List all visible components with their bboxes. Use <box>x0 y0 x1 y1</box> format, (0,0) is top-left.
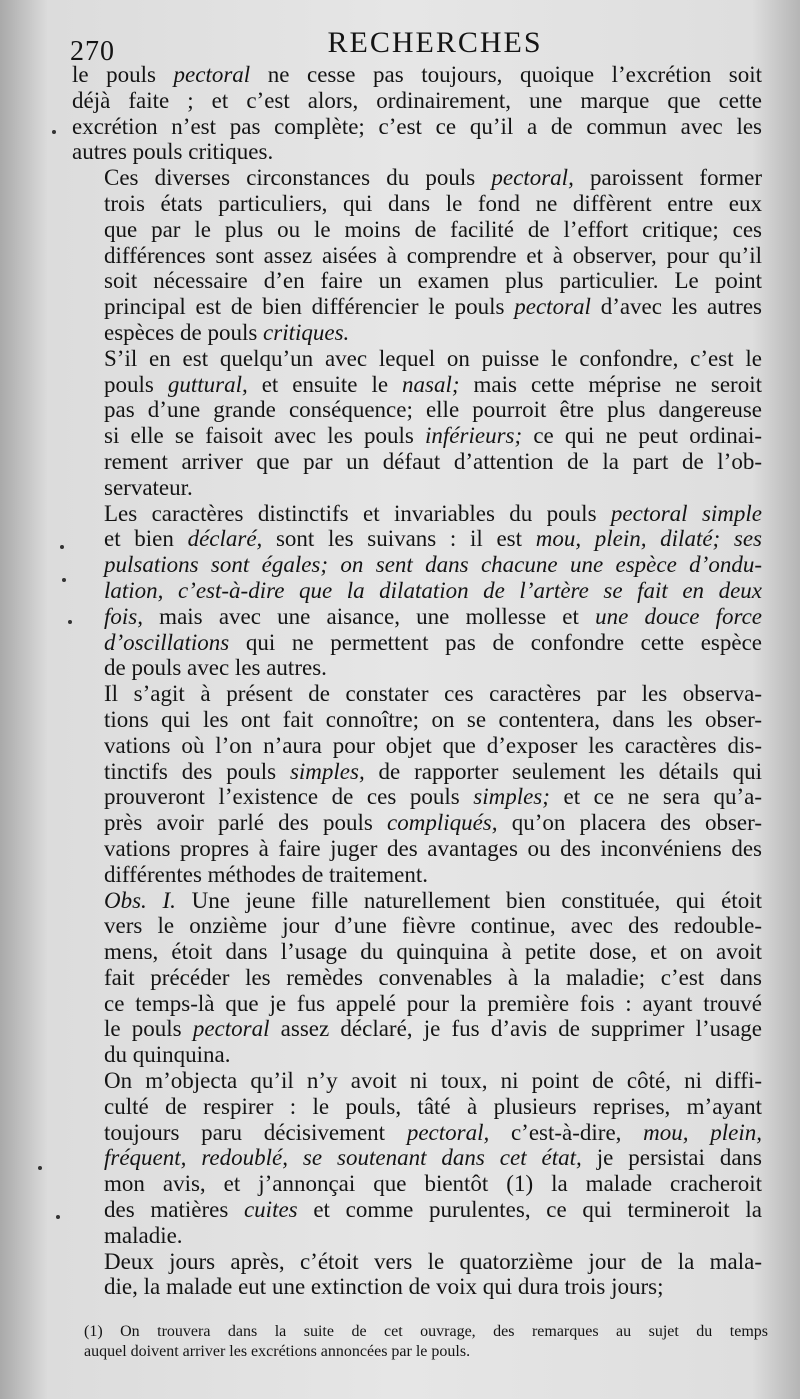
text-line: toujours paru décisivement pectoral, c’est-à-dire, mou, plein, <box>104 1119 763 1145</box>
footnote <box>84 1322 768 1362</box>
text-line: On m’objecta qu’il n’y avoit ni toux, ni point de côté, ni diffi- <box>104 1068 762 1094</box>
paragraph <box>72 346 762 501</box>
text-line: fait précéder les remèdes convenables à la maladie; c’est dans <box>104 964 762 990</box>
text-line: lation, c’est-à-dire que la dilatation de l’artère se fait en deux <box>104 577 762 603</box>
paragraph <box>72 888 762 1069</box>
print-speck <box>38 1166 42 1170</box>
print-speck <box>52 130 56 134</box>
text-line: si elle se faisoit avec les pouls inférieurs; ce qui ne peut ordinai- <box>104 423 763 449</box>
text-line: déjà faite ; et c’est alors, ordinairement, une marque que cette <box>72 87 762 113</box>
text-line: que par le plus ou le moins de facilité de l’effort critique; ces <box>104 216 762 242</box>
text-line: culté de respirer : le pouls, tâté à plusieurs reprises, m’ayant <box>104 1093 762 1119</box>
text-line: vers le onzième jour d’une fièvre continue, avec des redouble- <box>104 913 762 939</box>
text-line: trois états particuliers, qui dans le fond ne diffèrent entre eux <box>104 190 762 216</box>
text-line: excrétion n’est pas complète; c’est ce qu’il a de commun avec les <box>72 113 762 139</box>
print-speck <box>56 1215 60 1219</box>
text-line: servateur. <box>104 474 193 500</box>
text-line: mon avis, et j’annonçai que bientôt (1) la malade cracheroit <box>104 1171 762 1197</box>
text-line: d’oscillations qui ne permettent pas de confondre cette espèce <box>104 629 762 655</box>
text-line: tinctifs des pouls simples, de rapporter seulement les détails qui <box>104 758 762 784</box>
text-line: de pouls avec les autres. <box>104 655 327 681</box>
margin-bleed-through: ​ <box>1 922 4 939</box>
text-line: différentes méthodes de traitement. <box>104 861 429 887</box>
footnote-line: (1) On trouvera dans la suite de cet ouvrage, des remarques au sujet du temps <box>84 1323 768 1340</box>
text-line: fréquent, redoublé, se soutenant dans cet état, je persistai dans <box>104 1145 762 1171</box>
text-line: rement arriver que par un défaut d’attention de la part de l’ob- <box>104 448 762 474</box>
text-line: vations propres à faire juger des avantages ou des inconvéniens des <box>104 835 762 861</box>
print-speck <box>68 620 72 624</box>
text-line: près avoir parlé des pouls compliqués, qu’on placera des obser- <box>104 810 762 836</box>
text-line: des matières cuites et comme purulentes, ce qui termineroit la <box>104 1197 762 1223</box>
text-line: pulsations sont égales; on sent dans chacune une espèce d’ondu- <box>104 552 762 578</box>
text-line: autres pouls critiques. <box>72 139 274 165</box>
text-line: Obs. I. Une jeune fille naturellement bien constituée, qui étoit <box>104 887 762 913</box>
print-speck <box>62 578 66 582</box>
page-header <box>70 18 770 67</box>
paragraph <box>72 1249 762 1301</box>
page-number: 270 <box>70 36 115 67</box>
text-line: S’il en est quelqu’un avec lequel on puisse le confondre, c’est le <box>104 345 762 371</box>
paragraph <box>72 62 762 165</box>
text-line: le pouls pectoral assez déclaré, je fus d’avis de supprimer l’usage <box>104 1016 762 1042</box>
text-line: soit nécessaire d’en faire un examen plus particulier. Le point <box>104 268 762 294</box>
text-line: le pouls pectoral ne cesse pas toujours, quoique l’excrétion soit <box>72 62 762 87</box>
body-text <box>72 62 762 1300</box>
paragraph <box>72 165 762 346</box>
footnote-line: auquel doivent arriver les excrétions annoncées par le pouls. <box>84 1343 471 1360</box>
text-line: Deux jours après, c’étoit vers le quatorzième jour de la mala- <box>104 1248 762 1274</box>
paragraph <box>72 1068 762 1249</box>
text-line: Ces diverses circonstances du pouls pectoral, paroissent former <box>104 165 762 191</box>
text-line: espèces de pouls critiques. <box>104 319 350 345</box>
text-line: Les caractères distinctifs et invariables du pouls pectoral simple <box>104 500 762 526</box>
text-line: fois, mais avec une aisance, une mollesse et une douce force <box>104 603 763 629</box>
print-speck <box>60 545 64 549</box>
text-line: ce temps-là que je fus appelé pour la première fois : ayant trouvé <box>104 990 762 1016</box>
text-line: mens, étoit dans l’usage du quinquina à petite dose, et on avoit <box>104 939 762 965</box>
text-line: tions qui les ont fait connoître; on se contentera, dans les obser- <box>104 706 762 732</box>
text-line: prouveront l’existence de ces pouls simples; et ce ne sera qu’a- <box>104 784 762 810</box>
paragraph <box>72 501 762 682</box>
text-line: vations où l’on n’aura pour objet que d’exposer les caractères dis- <box>104 732 762 758</box>
text-line: die, la malade eut une extinction de voix qui dura trois jours; <box>104 1274 664 1300</box>
text-line: Il s’agit à présent de constater ces caractères par les observa- <box>104 681 762 707</box>
paragraph <box>72 681 762 887</box>
text-line: pas d’une grande conséquence; elle pourroit être plus dangereuse <box>104 397 762 423</box>
text-line: principal est de bien différencier le pouls pectoral d’avec les autres <box>104 294 762 320</box>
text-line: du quinquina. <box>104 1042 231 1068</box>
running-head: RECHERCHES <box>327 26 543 59</box>
text-line: pouls guttural, et ensuite le nasal; mais cette méprise ne seroit <box>104 371 762 397</box>
text-line: maladie. <box>104 1222 183 1248</box>
text-line: et bien déclaré, sont les suivans : il est mou, plein, dilaté; ses <box>104 526 763 552</box>
text-line: différences sont assez aisées à comprendre et à observer, pour qu’il <box>104 242 762 268</box>
